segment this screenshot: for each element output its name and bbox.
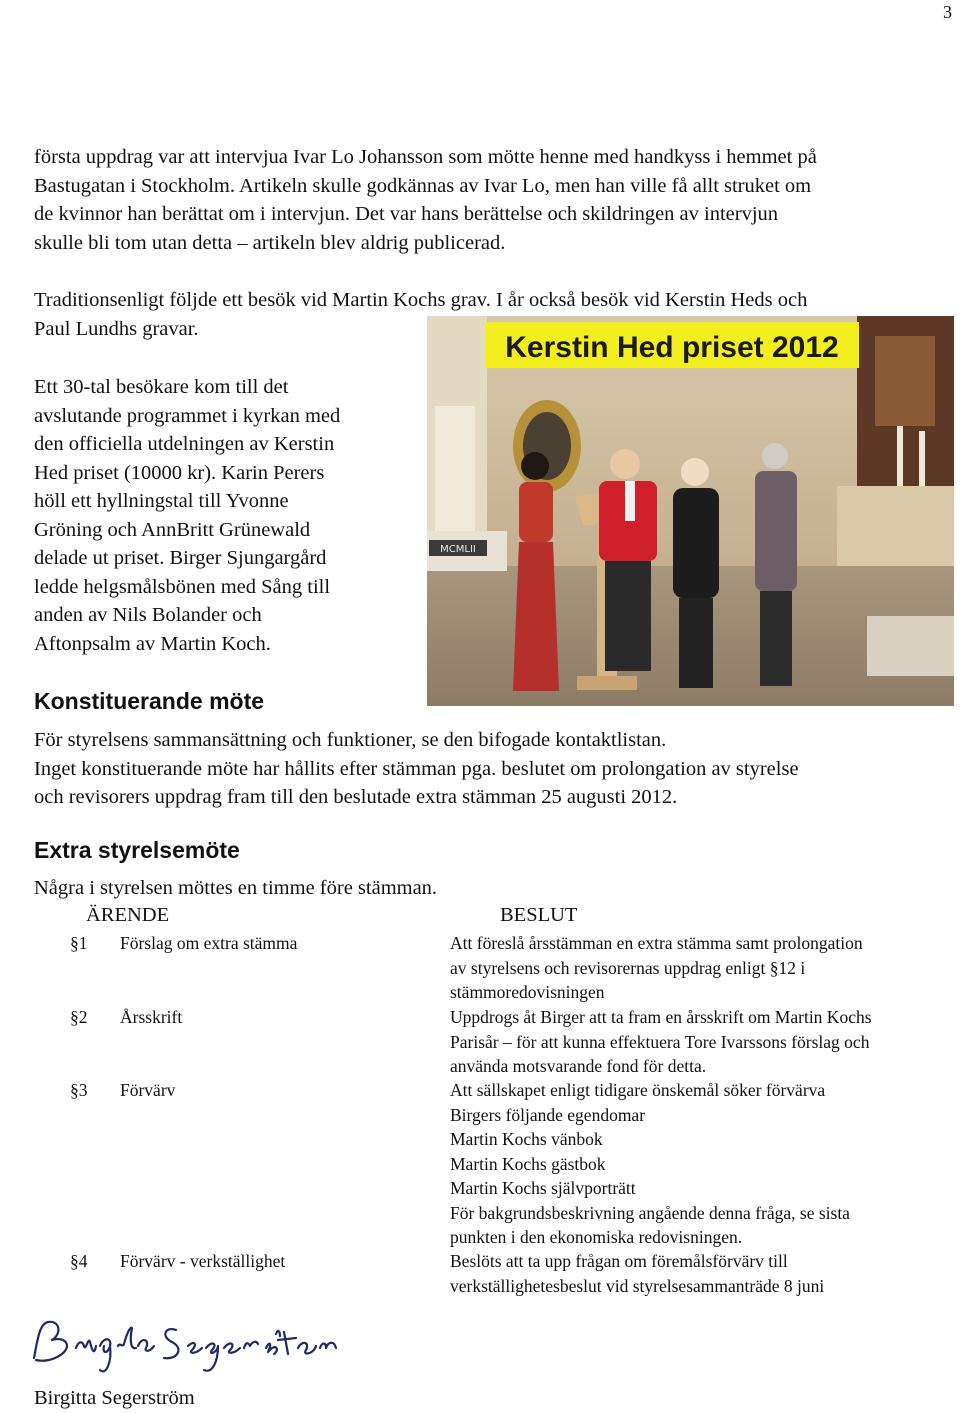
ceremony-line: höll ett hyllningstal till Yvonne [34,490,289,512]
agenda-number: §4 [70,1251,88,1271]
handwritten-signature [26,1306,346,1386]
decision-line: För bakgrundsbeskrivning angående denna fråga, se sista [450,1202,850,1223]
agenda-number: §1 [70,933,88,953]
decision-line: Martin Kochs vänbok [450,1129,603,1149]
ceremony-line: Aftonpsalm av Martin Koch. [34,632,271,655]
decision-line: punkten i den ekonomiska redovisningen. [450,1227,743,1247]
intro-line: de kvinnor han berättat om i intervjun. Det var hans berättelse och skildringen av intervjun [34,203,779,225]
ceremony-line: Gröning och AnnBritt Grünewald [34,518,311,541]
agenda-matter: Årsskrift [120,1007,183,1027]
ceremony-line: delade ut priset. Birger Sjungargård [34,547,327,569]
agenda-matter: Förvärv [120,1080,176,1100]
photo-caption: Kerstin Hed priset 2012 [505,331,839,364]
decision-line: Att sällskapet enligt tidigare önskemål söker förvärva [450,1080,826,1100]
agenda-matter: Förvärv - verkställighet [120,1251,286,1271]
ceremony-line: ledde helgsmålsbönen med Sång till [34,575,331,598]
grave-line: Paul Lundhs gravar. [34,317,199,340]
decision-line: Martin Kochs självporträtt [450,1178,636,1198]
ceremony-line: den officiella utdelningen av Kerstin [34,433,335,455]
agenda-decision [450,931,950,1005]
decision-line: av styrelsens och revisorernas uppdrag enligt §12 i [450,957,806,978]
decision-column-header: BESLUT [500,904,578,926]
matter-column-header: ÄRENDE [86,904,170,926]
constituting-paragraph [34,726,799,812]
page-number: 3 [943,2,952,22]
ceremony-line: Hed priset (10000 kr). Karin Perers [34,461,325,484]
decision-line: Parisår – för att kunna effektuera Tore Ivarssons förslag och [450,1031,870,1052]
constituting-line: För styrelsens sammansättning och funktioner, se den bifogade kontaktlistan. [34,729,667,751]
signatory-name: Birgitta Segerström [34,1387,195,1409]
ceremony-line: avslutande programmet i kyrkan med [34,404,341,427]
constituting-heading: Konstituerande möte [34,688,265,714]
intro-paragraph [34,143,817,257]
award-ceremony-photo [427,316,954,706]
extra-board-heading: Extra styrelsemöte [34,837,240,863]
intro-line: Bastugatan i Stockholm. Artikeln skulle godkännas av Ivar Lo, men han ville få allt struket om [34,174,812,197]
decision-line: Beslöts att ta upp frågan om föremålsförvärv till [450,1251,788,1271]
decision-line: Birgers följande egendomar [450,1104,646,1125]
extra-board-intro: Några i styrelsen möttes en timme före stämman. [34,877,438,899]
decision-line: Att föreslå årsstämman en extra stämma samt prolongation [450,933,863,953]
agenda-decision [450,1249,950,1298]
plaque-label: MCMLII [440,544,476,555]
constituting-line: och revisorers uppdrag fram till den beslutade extra stämman 25 augusti 2012. [34,786,678,808]
decision-line: använda motsvarande fond för detta. [450,1056,707,1076]
grave-line: Traditionsenligt följde ett besök vid Martin Kochs grav. I år också besök vid Kerstin Heds och [34,289,808,311]
decision-line: Uppdrogs åt Birger att ta fram en årsskrift om Martin Kochs [450,1007,872,1027]
agenda-number: §3 [70,1080,88,1100]
decision-line: Martin Kochs gästbok [450,1153,606,1174]
intro-line: skulle bli tom utan detta – artikeln blev aldrig publicerad. [34,231,506,254]
ceremony-line: Ett 30-tal besökare kom till det [34,376,289,398]
ceremony-line: anden av Nils Bolander och [34,604,262,626]
intro-line: första uppdrag var att intervjua Ivar Lo Johansson som mötte henne med handkyss i hemmet på [34,146,817,168]
decision-line: verkställighetesbeslut vid styrelsesammanträde 8 juni [450,1275,825,1296]
agenda-decision [450,1005,950,1079]
agenda-decision [450,1078,950,1250]
agenda-matter: Förslag om extra stämma [120,933,298,953]
ceremony-paragraph [34,373,340,658]
agenda-number: §2 [70,1007,88,1027]
decision-line: stämmoredovisningen [450,982,605,1002]
constituting-line: Inget konstituerande möte har hållits efter stämman pga. beslutet om prolongation av styrelse [34,757,799,780]
